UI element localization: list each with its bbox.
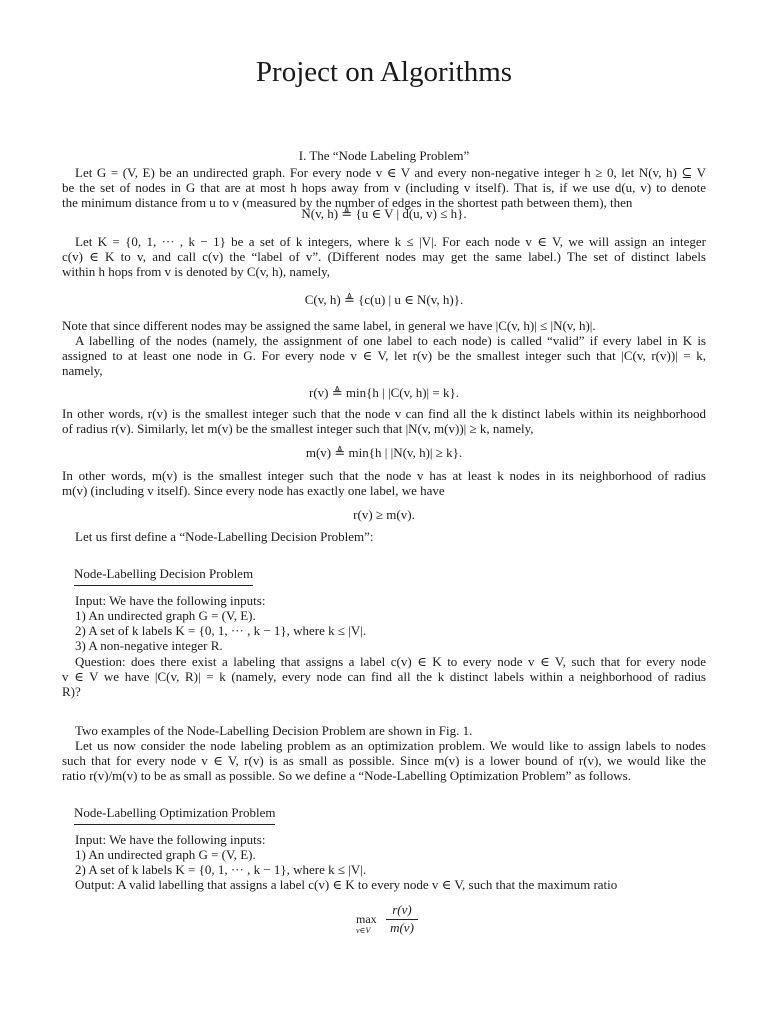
decision-line: R)? xyxy=(62,684,81,699)
equation: N(v, h) ≜ {u ∈ V | d(u, v) ≤ h}. xyxy=(301,206,467,221)
decision-problem-heading: Node-Labelling Decision Problem xyxy=(74,566,253,586)
paragraph-line: Let us now consider the node labeling problem as an optimization problem. We would like to assign labels to nodes xyxy=(75,738,706,753)
section-heading: I. The “Node Labeling Problem” xyxy=(298,148,470,163)
decision-line: 1) An undirected graph G = (V, E). xyxy=(75,608,256,623)
decision-line: Input: We have the following inputs: xyxy=(75,593,266,608)
paragraph-line: In other words, m(v) is the smallest integer such that the node v has at least k nodes in its neighborhood of radius xyxy=(62,468,706,483)
paragraph-line: Let G = (V, E) be an undirected graph. For every node v ∈ V and every non-negative integer h ≥ 0, let N(v, h) ⊆ V xyxy=(75,165,706,180)
paragraph-line: such that for every node v ∈ V, r(v) is as small as possible. Since m(v) is a lower bound of r(v), we would like the xyxy=(62,753,706,768)
optimization-line: 1) An undirected graph G = (V, E). xyxy=(75,847,256,862)
equation: m(v) ≜ min{h | |N(v, h)| ≥ k}. xyxy=(305,445,463,460)
optimization-line: Input: We have the following inputs: xyxy=(75,832,266,847)
paragraph-line: within h hops from v is denoted by C(v, h), namely, xyxy=(62,264,331,279)
decision-line: v ∈ V we have |C(v, R)| = k (namely, every node can find all the k distinct labels within a neighborhood of radius xyxy=(62,669,706,684)
paragraph-line: In other words, r(v) is the smallest integer such that the node v can find all the k distinct labels within its neighborhood xyxy=(62,406,706,421)
decision-line: 3) A non-negative integer R. xyxy=(75,638,223,653)
paragraph-line: be the set of nodes in G that are at most h hops away from v (including v itself). That is, if we use d(u, v) to denote xyxy=(62,180,706,195)
fraction-denominator: m(v) xyxy=(390,920,414,935)
max-subscript: v∈V xyxy=(356,926,371,935)
max-operator: max xyxy=(356,912,377,926)
optimization-line: 2) A set of k labels K = {0, 1, ··· , k − 1}, where k ≤ |V|. xyxy=(75,862,367,877)
paragraph-line: A labelling of the nodes (namely, the assignment of one label to each node) is called “valid” if every label in K is xyxy=(75,333,706,348)
decision-line: 2) A set of k labels K = {0, 1, ··· , k − 1}, where k ≤ |V|. xyxy=(75,623,367,638)
fraction-numerator: r(v) xyxy=(392,902,412,917)
decision-line: Question: does there exist a labeling that assigns a label c(v) ∈ K to every node v ∈ V, such that for every node xyxy=(75,654,706,669)
paragraph-line: Let us first define a “Node-Labelling Decision Problem”: xyxy=(75,529,374,544)
paragraph-line: ratio r(v)/m(v) to be as small as possible. So we define a “Node-Labelling Optimization Problem” as follows. xyxy=(62,768,631,783)
equation: r(v) ≥ m(v). xyxy=(353,507,415,522)
optimization-line: Output: A valid labelling that assigns a label c(v) ∈ K to every node v ∈ V, such that the maximum ratio xyxy=(75,877,618,892)
paragraph-line: namely, xyxy=(62,363,103,378)
paragraph-line: the minimum distance from u to v (measured by the number of edges in the shortest path between them), then xyxy=(62,195,633,210)
equation: r(v) ≜ min{h | |C(v, h)| = k}. xyxy=(309,385,459,400)
paragraph-line: of radius r(v). Similarly, let m(v) be the smallest integer such that |N(v, m(v))| ≥ k, namely, xyxy=(62,421,534,436)
paragraph-line: Two examples of the Node-Labelling Decision Problem are shown in Fig. 1. xyxy=(75,723,473,738)
paragraph-line: Let K = {0, 1, ··· , k − 1} be a set of k integers, where k ≤ |V|. For each node v ∈ V, we will assign an integer xyxy=(75,234,706,249)
optimization-problem-heading: Node-Labelling Optimization Problem xyxy=(74,805,275,825)
paragraph-line: assigned to at least one node in G. For every node v ∈ V, let r(v) be the smallest integer such that |C(v, r(v))| = k, xyxy=(62,348,706,363)
paragraph-line: c(v) ∈ K to v, and call c(v) the “label of v”. (Different nodes may get the same label.) The set of distinct labels xyxy=(62,249,706,264)
equation: C(v, h) ≜ {c(u) | u ∈ N(v, h)}. xyxy=(304,292,464,307)
paragraph-line: Note that since different nodes may be assigned the same label, in general we have |C(v, h)| ≤ |N(v, h)|. xyxy=(62,318,596,333)
max-ratio-formula xyxy=(356,902,426,938)
document-title: Project on Algorithms xyxy=(255,56,513,88)
paragraph-line: m(v) (including v itself). Since every node has exactly one label, we have xyxy=(62,483,445,498)
